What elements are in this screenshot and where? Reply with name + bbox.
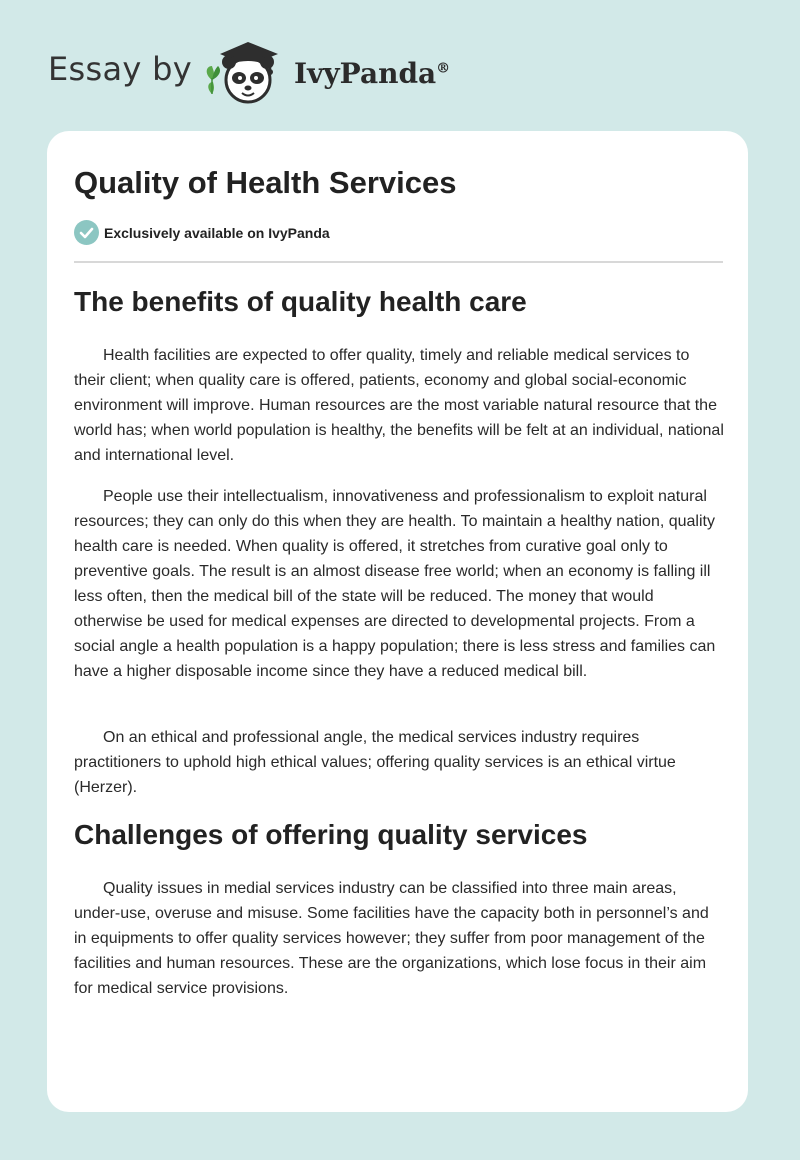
- section-heading: The benefits of quality health care: [74, 286, 527, 317]
- paragraph: People use their intellectualism, innovativeness and professionalism to exploit natural resources; they can only do this when they are health. To maintain a healthy nation, quality health care is needed. When quality is offered, it stretches from curative goal only to preventive goals. The result is an almost disease free world; when an economy is falling ill less often, then the medical bill of the state will be reduced. The money that would otherwise be used for medical expenses are directed to developmental projects. From a social angle a health population is a happy population; there is less stress and families can have a higher disposable income since they have a reduced medical bill.: [74, 488, 716, 680]
- title-divider: [74, 261, 723, 263]
- paragraph: Health facilities are expected to offer quality, timely and reliable medical services to their client; when quality care is offered, patients, economy and global social-economic environment will improve. Human resources are the most variable natural resource that the world has; when world population is healthy, the benefits will be felt at an individual, national and international level.: [74, 347, 724, 464]
- site-header: [0, 0, 800, 130]
- essay-card: [47, 131, 748, 1112]
- exclusive-badge: [74, 220, 330, 245]
- section-heading: Challenges of offering quality services: [74, 819, 588, 850]
- page-title: Quality of Health Services: [74, 165, 457, 200]
- paragraph: Quality issues in medial services industry can be classified into three main areas, under-use, overuse and misuse. Some facilities have the capacity both in personnel’s and in equipments to offer quality services however; they suffer from poor management of the facilities and human resources. These are the organizations, which lose focus in their aim for medical service provisions.: [74, 880, 709, 997]
- ivypanda-logo-text[interactable]: [294, 57, 450, 90]
- exclusive-badge-label: Exclusively available on IvyPanda: [104, 224, 330, 241]
- leaf-icon: [207, 66, 220, 94]
- paragraph: On an ethical and professional angle, the medical services industry requires practitioners to uphold high ethical values; offering quality services is an ethical virtue (Herzer).: [74, 729, 676, 796]
- registered-mark: ®: [436, 60, 451, 77]
- brand-name: IvyPanda: [294, 57, 437, 90]
- essay-by-label: Essay by: [48, 50, 192, 88]
- check-circle-icon: [74, 220, 99, 245]
- panda-graduation-cap-icon[interactable]: [200, 36, 296, 110]
